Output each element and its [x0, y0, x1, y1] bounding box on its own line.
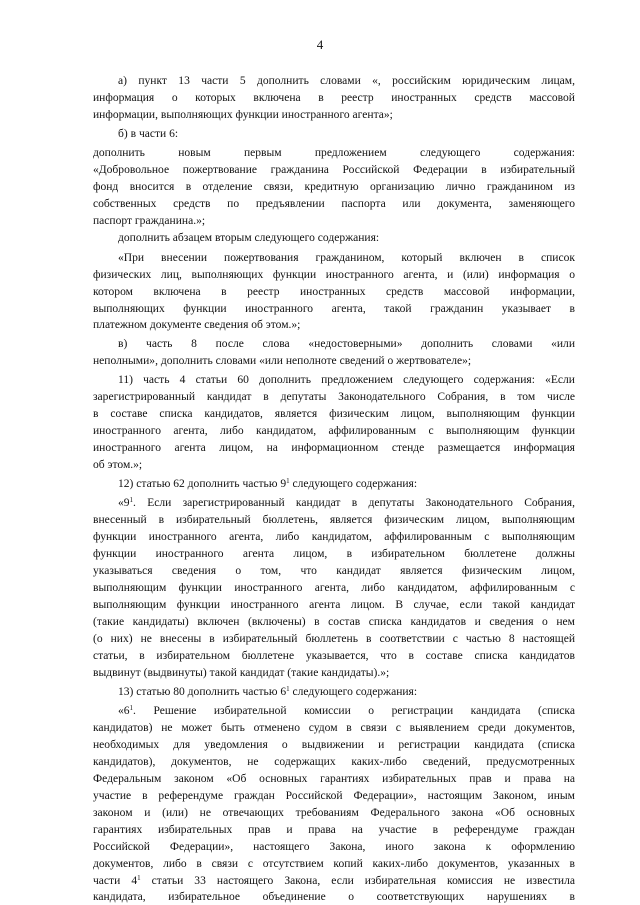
text-line: гарантиях избирательных прав и права на участие в референдуме граждан [93, 824, 575, 836]
text-line: платежном документе сведения об этом.»; [93, 319, 301, 331]
text-line: об этом.»; [93, 459, 143, 471]
text-line: функции иностранного агента лицом, в избирательном бюллетене должны [93, 548, 575, 560]
text-line: части $4^1$ статьи 33 настоящего Закона, если избирательная комиссия не известила [93, 874, 575, 887]
text-line: кандидатов), документов, не содержащих каких-либо сведений, предусмотренных [93, 756, 575, 768]
text-line: в составе списка кандидатов, является физическим лицом, выполняющим функции [93, 408, 575, 420]
text-line: внесенный в избирательный бюллетень, является физическим лицом, выполняющим [93, 514, 575, 526]
text-line: выполняющим функции иностранного агента лицом. В случае, если такой кандидат [93, 599, 575, 611]
page-number: 4 [316, 37, 324, 52]
text-line: собственных средств по предъявлении паспорта или документа, заменяющего [93, 198, 575, 210]
text-line: кандидата, избирательное объединение о соответствующих нарушениях в [93, 891, 575, 903]
text-line: выдвинут (выдвинуты) такой кандидат (такие кандидаты).»; [93, 667, 390, 679]
text-line: дополнить абзацем вторым следующего содержания: [118, 232, 380, 244]
text-line: необходимых для уведомления о выдвижении и регистрации кандидата (списка [93, 739, 575, 751]
superscript: 1 [286, 685, 290, 693]
text-line: а) пункт 13 части 5 дополнить словами «, российским юридическим лицам, [118, 75, 575, 87]
text-line: «$9^1$. Если зарегистрированный кандидат в депутаты Законодательного Собрания, [118, 496, 575, 509]
superscript: 1 [129, 704, 134, 712]
superscript: 1 [129, 496, 134, 504]
superscript: 1 [286, 477, 290, 485]
text-line: участие в референдуме граждан Российской Федерации», настоящим Законом, иным [93, 790, 575, 802]
text-line: паспорт гражданина.»; [93, 215, 206, 227]
text-line: «При внесении пожертвования гражданином, который включен в список [118, 252, 575, 264]
text-line: (такие кандидаты) включен (включены) в состав списка кандидатов и сведения о нем [93, 616, 575, 628]
text-line: б) в части 6: [118, 128, 179, 140]
text-line: физических лиц, выполняющих функции иностранного агента, и (или) информация о [93, 269, 575, 281]
superscript: 1 [137, 874, 141, 882]
text-line: в) часть 8 после слова «недостоверными» дополнить словами «или [118, 338, 575, 350]
text-line: информация о которых включена в реестр иностранных средств массовой [93, 92, 575, 104]
text-line: документов, либо в связи с отсутствием копий каких-либо документов, указанных в [93, 858, 575, 870]
text-line: кандидатов) не может быть отменено судом в связи с выявлением среди документов, [93, 722, 575, 734]
text-line: указываться сведения о том, что кандидат является физическим лицом, [93, 565, 575, 577]
text-line: (о них) не внесены в избирательный бюллетень в соответствии с частью 8 настоящей [93, 633, 575, 645]
text-line: иностранного агента, либо кандидатом, аффилированным с выполняющим функции [93, 425, 575, 437]
text-line: Российской Федерации», настоящего Закона, иного закона к оформлению [93, 841, 575, 853]
text-line: «Добровольное пожертвование гражданина Российской Федерации в избирательный [93, 164, 575, 176]
text-line: 13) статью 80 дополнить частью $6^1$ следующего содержания: [118, 685, 418, 698]
text-line: информации, выполняющих функции иностранного агента»; [93, 109, 393, 121]
text-line: статьи, в избирательном бюллетене указывается, что в составе списка кандидатов [93, 650, 575, 662]
text-line: законом и (или) не отвечающих требованиям Федерального закона «Об основных [93, 807, 575, 819]
text-line: Федеральным законом «Об основных гарантиях избирательных прав и права на [93, 773, 575, 785]
text-line: выполняющих функции иностранного агента, такой гражданин указывает в [93, 303, 575, 315]
text-line: фонд вносится в отделение связи, кредитную организацию лично гражданином из [93, 181, 575, 193]
text-line: иностранного агента лицом, на информационном стенде размещается информация [93, 442, 575, 454]
text-line: функции иностранного агента, либо кандидатом, аффилированным с выполняющим [93, 531, 575, 543]
text-line: 11) часть 4 статьи 60 дополнить предложением следующего содержания: «Если [118, 374, 575, 386]
text-line: неполными», дополнить словами «или неполноте сведений о жертвователе»; [93, 355, 472, 367]
text-line: «$6^1$. Решение избирательной комиссии о регистрации кандидата (списка [118, 704, 575, 717]
text-line: 12) статью 62 дополнить частью $9^1$ следующего содержания: [118, 477, 418, 490]
text-line: выполняющим функции иностранного агента, либо кандидатом, аффилированным с [93, 582, 575, 594]
text-line: котором включена в реестр иностранных средств массовой информации, [93, 286, 575, 298]
text-line: дополнить новым первым предложением следующего содержания: [93, 147, 575, 159]
text-line: зарегистрированный кандидат в депутаты Законодательного Собрания, в том числе [93, 391, 575, 403]
